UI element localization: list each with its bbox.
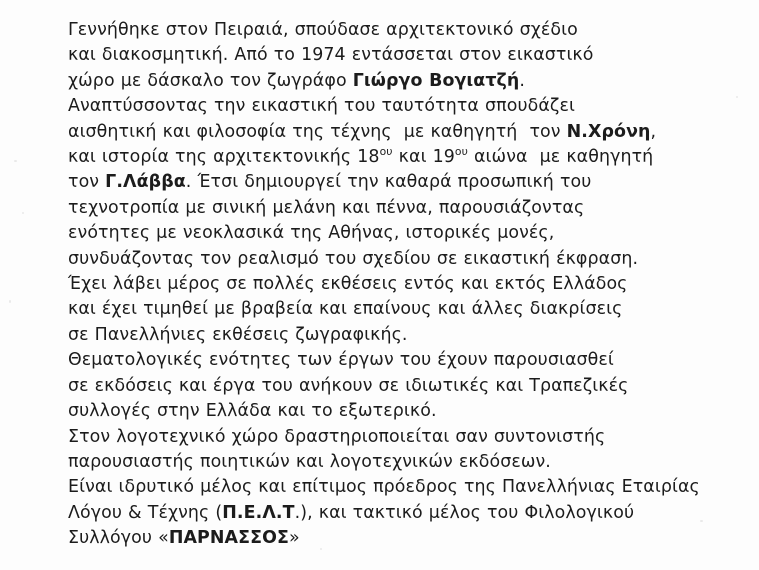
- p6-line-1: Είναι ιδρυτικό μέλος και επίτιμος πρόεδρος της Πανελλήνιας Εταιρίας: [68, 477, 700, 498]
- paragraph-2: [68, 94, 740, 272]
- artist-name-voyatzis: Γιώργο Βογιατζή: [352, 70, 520, 91]
- p3-line-3: σε Πανελλήνιες εκθέσεις ζωγραφικής.: [68, 324, 408, 345]
- p2-line-3b: και 19: [392, 147, 455, 168]
- p2-line-7: συνδυάζοντας τον ρεαλισμό του σχεδίου σε εικαστική έκφραση.: [68, 248, 639, 269]
- paragraph-1: [68, 18, 740, 94]
- p4-line-1: Θεματολογικές ενότητες των έργων του έχουν παρουσιασθεί: [68, 350, 614, 371]
- paragraph-4: [68, 348, 740, 424]
- paper-speckle: [22, 212, 24, 214]
- professor-name-lavvas: Γ.Λάββα: [105, 172, 186, 193]
- biography-text-block: [68, 18, 740, 552]
- p2-line-4a: τον: [68, 172, 106, 193]
- paper-speckle: [9, 300, 11, 303]
- professor-name-chronis: Ν.Χρόνη: [566, 121, 651, 142]
- p4-line-3: συλλογές στην Ελλάδα και το εξωτερικό.: [68, 401, 437, 422]
- p2-line-5: τεχνοτροπία με σινική μελάνη και πέννα, παρουσιάζοντας: [68, 197, 585, 218]
- p6-line-2a: Λόγου & Τέχνης (: [68, 502, 223, 523]
- p6-line-3a: Συλλόγου «: [68, 528, 169, 549]
- p2-line-3c: αιώνα με καθηγητή: [467, 147, 654, 168]
- paragraph-6: [68, 475, 740, 551]
- p4-line-2: σε εκδόσεις και έργα του ανήκουν σε ιδιωτικές και Τραπεζικές: [68, 375, 629, 396]
- paragraph-5: [68, 425, 740, 476]
- p1-line-3: χώρο με δάσκαλο τον ζωγράφο: [68, 70, 353, 91]
- p6-line-2b: .), και τακτικό μέλος του Φιλολογικού: [294, 502, 635, 523]
- p3-line-1: Έχει λάβει μέρος σε πολλές εκθέσεις εντός και εκτός Ελλάδος: [68, 274, 628, 295]
- ordinal-suffix-19: ου: [454, 145, 468, 159]
- p1-line-1: Γεννήθηκε στον Πειραιά, σπούδασε αρχιτεκτονικό σχέδιο: [68, 20, 578, 40]
- p2-line-6: ενότητες με νεοκλασικά της Αθήνας, ιστορικές μονές,: [68, 223, 555, 244]
- p3-line-2: και έχει τιμηθεί με βραβεία και επαίνους και άλλες διακρίσεις: [68, 299, 623, 320]
- p1-period: .: [519, 70, 526, 91]
- p2-line-4b: . Έτσι δημιουργεί την καθαρά προσωπική του: [185, 172, 592, 193]
- organization-name-parnassos: ΠΑΡΝΑΣΣΟΣ: [168, 528, 289, 549]
- p1-line-2: και διακοσμητική. Από το 1974 εντάσσεται στον εικαστικό: [68, 45, 594, 66]
- organization-abbrev-pelt: Π.Ε.Λ.Τ: [222, 502, 295, 523]
- p6-line-3b: »: [288, 528, 300, 549]
- p5-line-2: παρουσιαστής ποιητικών και λογοτεχνικών εκδόσεων.: [68, 451, 551, 472]
- p2-line-2: αισθητική και φιλοσοφία της τέχνης με καθηγητή τον: [68, 121, 567, 142]
- ordinal-suffix-18: ου: [379, 145, 393, 159]
- p2-comma: ,: [650, 121, 657, 142]
- p2-line-1: Αναπτύσσοντας την εικαστική του ταυτότητα σπουδάζει: [68, 96, 575, 117]
- p2-line-3a: και ιστορία της αρχιτεκτονικής 18: [68, 147, 380, 168]
- p5-line-1: Στον λογοτεχνικό χώρο δραστηριοποιείται σαν συντονιστής: [68, 426, 606, 447]
- paper-speckle: [14, 160, 17, 162]
- paragraph-3: [68, 272, 740, 348]
